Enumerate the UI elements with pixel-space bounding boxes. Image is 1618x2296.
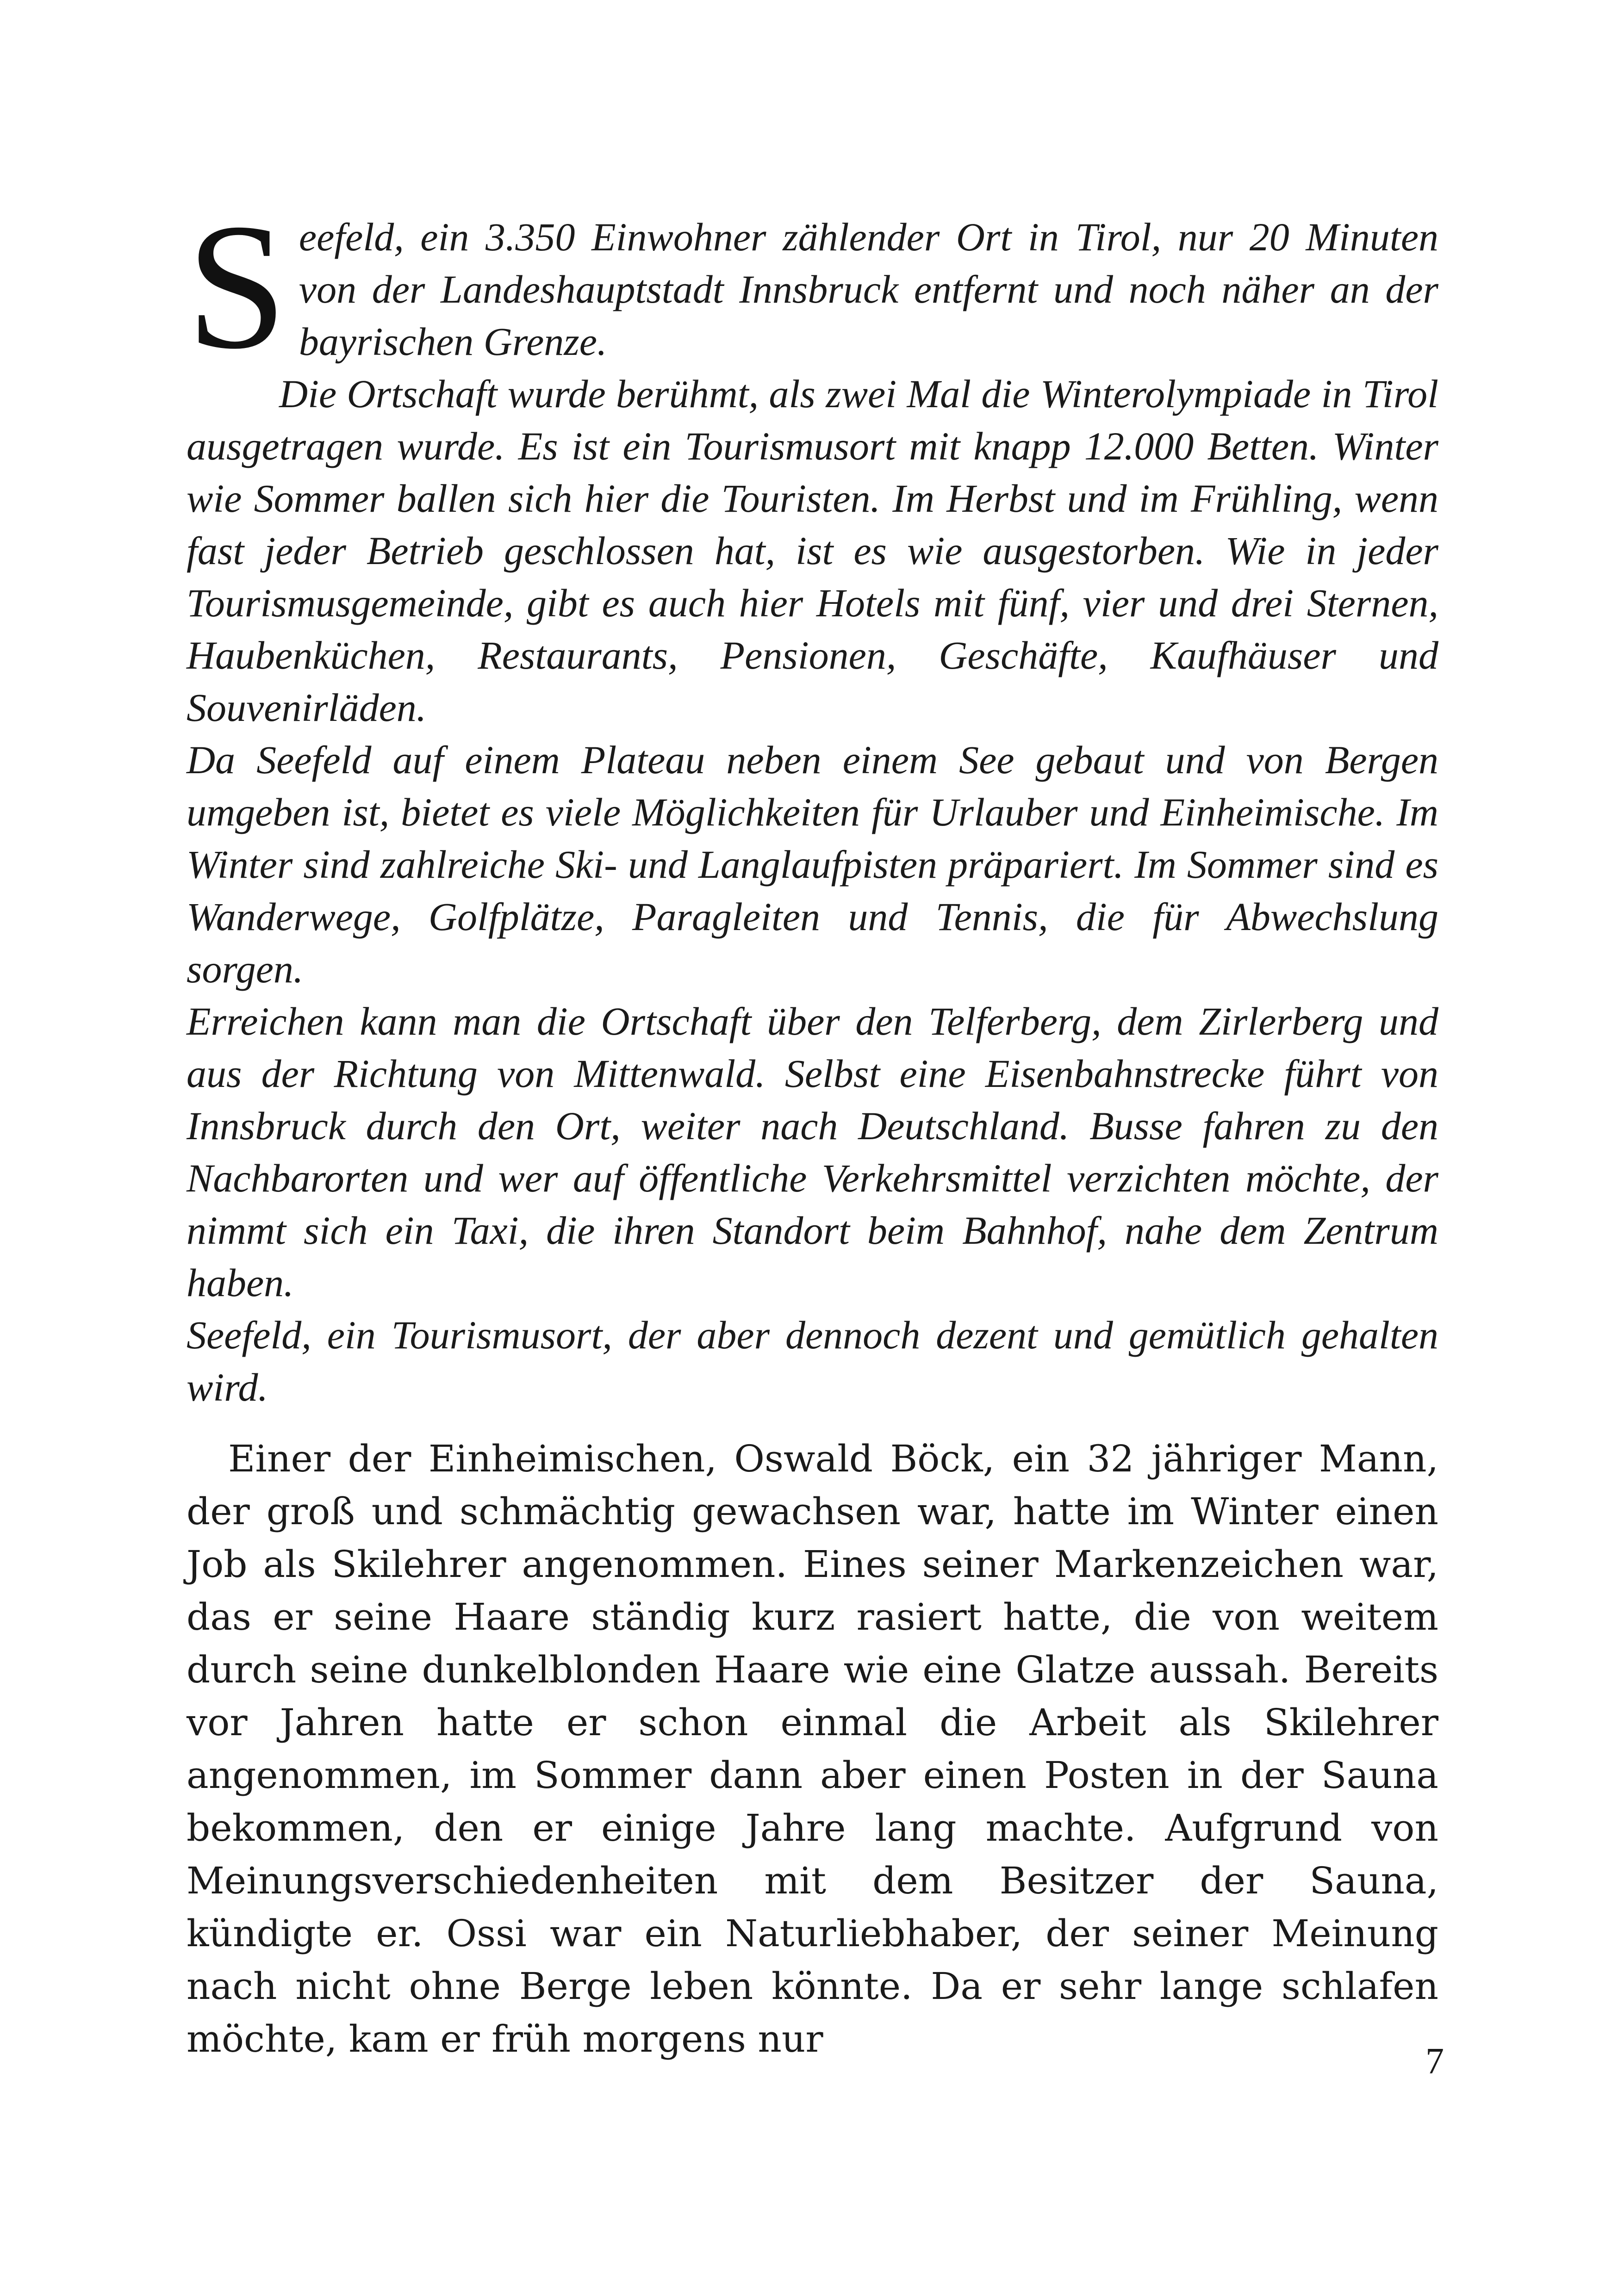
intro-paragraph-1-text: eefeld, ein 3.350 Einwohner zählender Ort in Tirol, nur 20 Minuten von der Landeshauptstadt Innsbruck entfernt und noch näher an der bayrischen Grenze. [299, 215, 1438, 364]
drop-cap: S [187, 186, 287, 386]
intro-paragraph-2: Die Ortschaft wurde berühmt, als zwei Mal die Winterolympiade in Tirol ausgetragen wurde. Es ist ein Tourismusort mit knapp 12.000 Betten. Winter wie Sommer ballen sich hier die Touristen. Im Herbst und im Frühling, wenn fast jeder Betrieb geschlossen hat, ist es wie ausgestorben. Wie in jeder Tourismusgemeinde, gibt es auch hier Hotels mit fünf, vier und drei Sternen, Haubenküchen, Restaurants, Pensionen, Geschäfte, Kaufhäuser und Souvenirläden. [187, 372, 1438, 730]
intro-paragraph-4: Erreichen kann man die Ortschaft über den Telferberg, dem Zirlerberg und aus der Richtung von Mittenwald. Selbst eine Eisenbahnstrecke führt von Innsbruck durch den Ort, weiter nach Deutschland. Busse fahren zu den Nachbarorten und wer auf öffentliche Verkehrsmittel verzichten möchte, der nimmt sich ein Taxi, die ihren Standort beim Bahnhof, nahe dem Zentrum haben. [187, 999, 1438, 1305]
intro-paragraph-3: Da Seefeld auf einem Plateau neben einem See gebaut und von Bergen umgeben ist, bietet es viele Möglichkeiten für Urlauber und Einheimische. Im Winter sind zahlreiche Ski- und Langlaufpisten präpariert. Im Sommer sind es Wanderwege, Golfplätze, Paragleiten und Tennis, die für Abwechslung sorgen. [187, 738, 1438, 991]
intro-section [187, 186, 1438, 1414]
intro-paragraph-5: Seefeld, ein Tourismusort, der aber dennoch dezent und gemütlich gehalten wird. [187, 1313, 1438, 1409]
page-number: 7 [1425, 2041, 1444, 2082]
main-section [187, 1433, 1438, 2066]
main-paragraph-1: Einer der Einheimischen, Oswald Böck, ein 32 jähriger Mann, der groß und schmächtig gewachsen war, hatte im Winter einen Job als Skilehrer angenommen. Eines seiner Markenzeichen war, das er seine Haare ständig kurz rasiert hatte, die von weitem durch seine dunkelblonden Haare wie eine Glatze aussah. Bereits vor Jahren hatte er schon einmal die Arbeit als Skilehrer angenommen, im Sommer dann aber einen Posten in der Sauna bekommen, den er einige Jahre lang machte. Aufgrund von Meinungsverschiedenheiten mit dem Besitzer der Sauna, kündigte er. Ossi war ein Naturliebhaber, der seiner Meinung nach nicht ohne Berge leben könnte. Da er sehr lange schlafen möchte, kam er früh morgens nur [187, 1437, 1438, 2060]
intro-paragraph-1 [187, 186, 1438, 386]
